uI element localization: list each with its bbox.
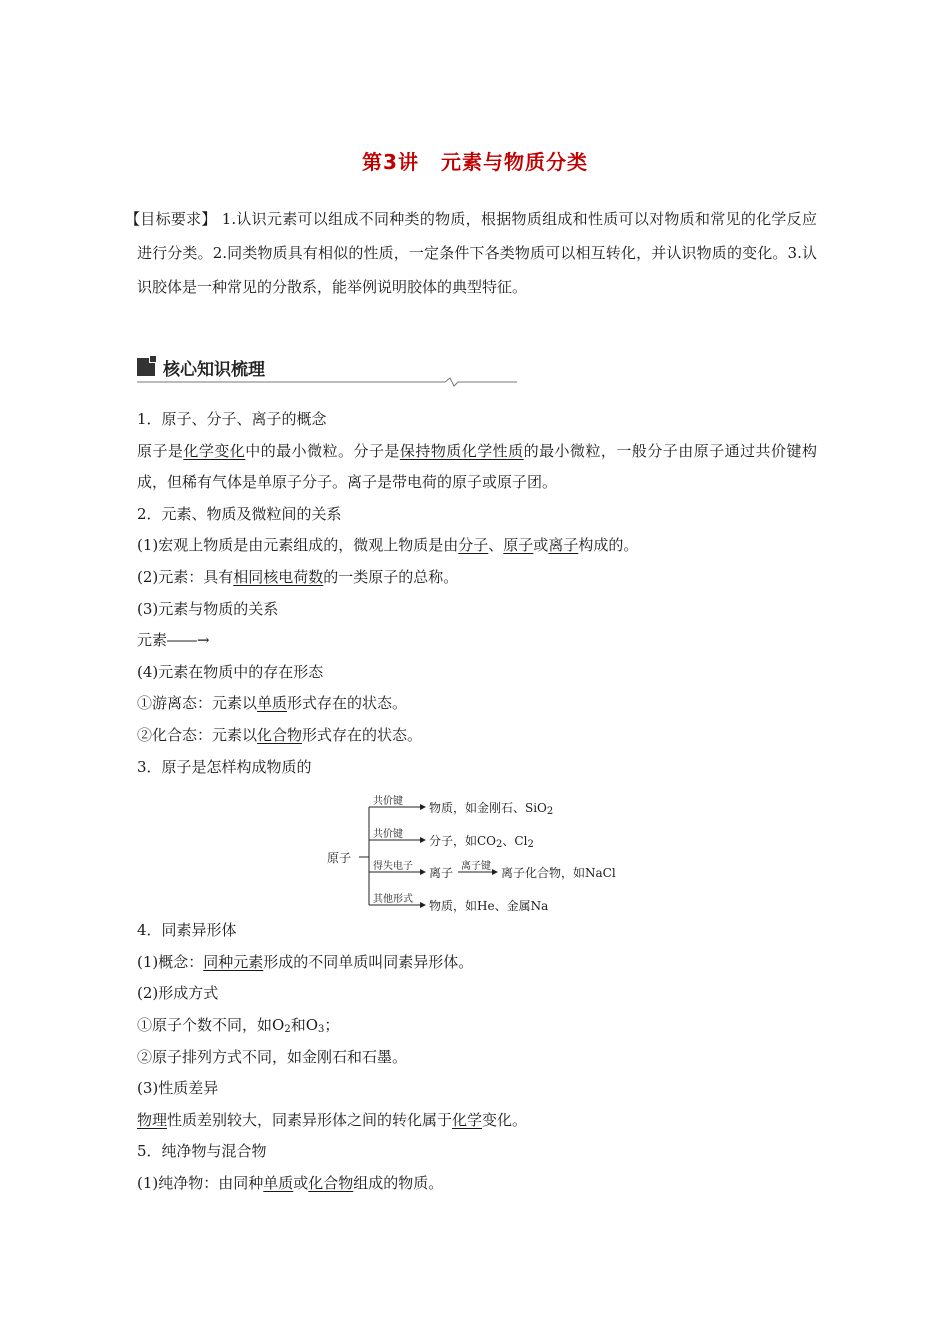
s5-blank-compound: 化合物 [308,1173,354,1192]
s4-sub-2: 3 [318,1023,325,1035]
s4-blank-chemical: 化学 [452,1110,483,1129]
section-square-corner [150,356,156,362]
s4-line-1 [137,947,817,979]
s5-heading: 5．纯净物与混合物 [137,1142,267,1161]
s2-blank-ion: 离子 [548,536,579,555]
s1-blank-2: 保持物质化学性质 [399,441,524,460]
s2-line-2 [137,562,817,594]
lesson-name: 元素与物质分类 [440,150,588,174]
b2-tail: 、Cl [502,834,528,848]
s4-l1-c: 形成的不同单质叫同素异形体。 [263,952,474,971]
s5-line-1 [137,1168,817,1200]
s2-l7-a: ②化合态：元素以 [137,725,258,744]
atom-structure-diagram [323,790,643,920]
s2-line-5: (4)元素在物质中的存在形态 [137,662,324,681]
s2-blank-charge: 相同核电荷数 [233,567,324,586]
diagram-b4-label: 其他形式 [373,894,413,905]
s5-l1-e: 组成的物质。 [353,1173,444,1192]
s5-l1-a: (1)纯净物：由同种 [137,1173,264,1192]
diagram-b1-label: 共价键 [373,796,403,807]
diagram-root: 原子 [327,851,352,865]
section-title: 核心知识梳理 [163,360,265,380]
b1-target-text: 物质，如金刚石、SiO [429,801,547,815]
s2-blank-atom: 原子 [503,536,534,555]
s4-blank-same-element: 同种元素 [203,952,264,971]
s4-heading: 4．同素异形体 [137,921,237,940]
page-title [0,146,950,175]
s4-line-2: (2)形成方式 [137,984,219,1003]
s4-l3-b: 和O [290,1015,318,1034]
b2-sub: 2 [496,839,503,850]
s2-line-7 [137,720,817,752]
s2-line-6 [137,688,817,720]
s1-text-a: 原子是 [137,441,184,460]
s1-paragraph [137,436,817,499]
s2-l1-a: (1)宏观上物质是由元素组成的，微观上物质是由 [137,536,459,555]
s2-heading: 2．元素、物质及微粒间的关系 [137,504,342,523]
s1-text-c: 中的最小微粒。分子是 [245,441,400,460]
s1-blank-1: 化学变化 [183,441,246,460]
s4-sub-1: 2 [284,1023,291,1035]
s2-blank-molecule: 分子 [458,536,489,555]
s3-heading: 3．原子是怎样构成物质的 [137,757,312,776]
b2-target-text: 分子，如CO [429,834,497,848]
s4-l3-a: ①原子个数不同，如O [137,1015,285,1034]
diagram-b4-target: 物质，如He、金属Na [429,899,549,913]
s4-line-4: ②原子排列方式不同，如金刚石和石墨。 [137,1047,408,1066]
s2-l2-a: (2)元素：具有 [137,567,234,586]
s2-l7-c: 形式存在的状态。 [302,725,423,744]
diagram-b2-target [429,832,534,849]
s4-l6-d: 变化。 [482,1110,528,1129]
s2-l6-c: 形式存在的状态。 [287,694,408,713]
goal-block [125,202,817,304]
diagram-b3-label2: 离子键 [461,861,491,872]
section-header [137,355,517,387]
s2-blank-element: 单质 [257,694,288,713]
s2-line-3: (3)元素与物质的关系 [137,599,279,618]
b2-sub2: 2 [527,839,534,850]
s4-line-3 [137,1010,817,1042]
goal-text: 1.认识元素可以组成不同种类的物质，根据物质组成和性质可以对物质和常见的化学反应进行分类。2.同类物质具有相似的性质，一定条件下各类物质可以相互转化，并认识物质的变化。3.认识胶体是一种常见的分散系，能举例说明胶体的典型特征。 [137,210,817,296]
s4-l1-a: (1)概念： [137,952,204,971]
diagram-b2-label: 共价键 [373,829,403,840]
s2-line-4: 元素――→ [137,631,210,650]
diagram-b3-label: 得失电子 [373,861,413,872]
s2-l1-e: 或 [533,536,549,555]
s4-l6-b: 性质差别较大，同素异形体之间的转化属于 [167,1110,453,1129]
s4-l3-c: ； [324,1015,340,1034]
diagram-b3-mid: 离子 [429,866,454,880]
s1-text-e: 的最小微粒，一般分子由原子通过共价键构成，但稀有气体是单原子分子。离子是带电荷的原子或原子团。 [137,441,817,492]
goal-label: 【目标要求】 [125,210,217,228]
diagram-b3-target: 离子化合物，如NaCl [501,866,616,880]
s2-line-1 [137,530,817,562]
s2-l2-c: 的一类原子的总称。 [323,567,459,586]
section-divider [137,377,519,387]
diagram-b1-target [429,799,553,816]
s2-l1-g: 构成的。 [578,536,639,555]
s4-line-5: (3)性质差异 [137,1079,219,1098]
s5-l1-c: 或 [293,1173,309,1192]
b1-sub: 2 [546,806,554,817]
s5-blank-element: 单质 [263,1173,294,1192]
s2-l6-a: ①游离态：元素以 [137,694,258,713]
s4-line-6 [137,1105,817,1137]
lesson-number: 第3讲 [362,150,419,174]
s1-heading: 1．原子、分子、离子的概念 [137,410,327,428]
s2-blank-compound: 化合物 [257,725,303,744]
s4-blank-physical: 物理 [137,1110,168,1129]
s2-l1-c: 、 [488,536,504,555]
